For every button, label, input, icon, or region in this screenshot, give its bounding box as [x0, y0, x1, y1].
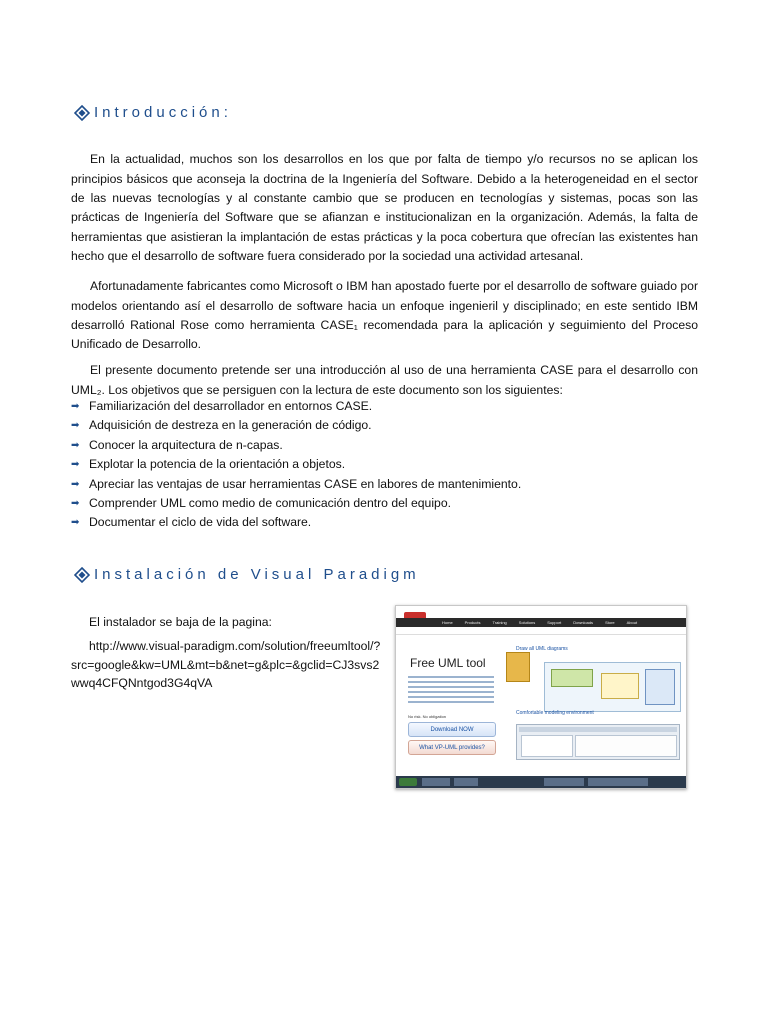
list-item	[71, 416, 698, 435]
arrow-bullet-icon: ➡	[71, 478, 80, 490]
diamond-bullet-icon	[74, 567, 90, 583]
start-button-icon	[399, 778, 417, 786]
list-item-text: Comprender UML como medio de comunicación dentro del equipo.	[89, 496, 451, 511]
site-no-cost-text: No risk. No obligation	[408, 714, 447, 719]
objectives-list	[71, 397, 698, 533]
arrow-bullet-icon: ➡	[71, 439, 80, 451]
list-item	[71, 455, 698, 474]
site-download-button	[408, 722, 496, 737]
site-nav-item: Solutions	[518, 620, 536, 625]
list-item-text: Familiarización del desarrollador en entornos CASE.	[89, 399, 373, 413]
section-heading-instalacion	[74, 566, 420, 583]
paragraph: En la actualidad, muchos son los desarrollos en los que por falta de tiempo y/o recursos no se aplican los principios básicos que aconseja la doctrina de la Ingeniería del Software. Debido a la heterogeneidad en el sector de las nuevas tecnologías y al constante cambio que se producen en tecnologías y sistemas, pocas son las prácticas de Ingeniería del Software que se afianzan e institucionalizan en la organización. Además, la falta de herramientas que asistieran la implantación de estas prácticas y la poca cobertura que ofrecían las existentes han hecho que el desarrollo de software fuera considerado por la sociedad una actividad artesanal.	[71, 152, 698, 264]
arrow-bullet-icon: ➡	[71, 401, 80, 412]
what-button-label: What VP-UML provides?	[419, 744, 485, 751]
list-item	[71, 436, 698, 455]
list-item-text: Apreciar las ventajas de usar herramientas CASE en labores de mantenimiento.	[89, 476, 522, 491]
list-item	[71, 494, 698, 513]
diamond-bullet-icon	[74, 105, 90, 121]
list-item-text: Explotar la potencia de la orientación a objetos.	[89, 457, 346, 472]
arrow-bullet-icon: ➡	[71, 498, 80, 510]
installer-label: El instalador se baja de la pagina:	[89, 615, 272, 629]
list-item-text: Documentar el ciclo de vida del software.	[89, 515, 312, 530]
uml-diagram-preview	[544, 662, 681, 712]
site-heading: Free UML tool	[410, 656, 486, 670]
site-nav-item: Support	[547, 620, 562, 625]
list-item	[71, 513, 698, 532]
site-nav-item: About	[626, 620, 638, 625]
paragraph: Afortunadamente fabricantes como Microsoft o IBM han apostado fuerte por el desarrollo de software guiado por modelos orientando así el desarrollo de software hacia un enfoque ingenieril y disciplinado; en este sentido IBM desarrolló Rational Rose como herramienta CASE₁ recomendada para la aplicación y seguimiento del Proceso Unificado de Desarrollo.	[71, 279, 698, 352]
site-intro-text	[408, 676, 494, 706]
list-item-text: Adquisición de destreza en la generación de código.	[89, 418, 372, 433]
list-item-text: Conocer la arquitectura de n-capas.	[89, 437, 283, 452]
site-what-provides-button	[408, 740, 496, 755]
download-button-label: Download NOW	[430, 726, 474, 733]
section-heading-text: Introducción:	[94, 104, 232, 121]
site-nav-item: Home	[442, 620, 453, 625]
installer-url-link[interactable]: http://www.visual-paradigm.com/solution/freeumltool/?src=google&kw=UML&mt=b&net=g&plc=&gclid=CJ3svs2wwq4CFQNntgod3G4qVA	[71, 639, 381, 690]
site-nav	[396, 618, 687, 627]
product-box-icon	[506, 652, 530, 682]
list-item	[71, 397, 698, 416]
list-item	[71, 475, 698, 494]
site-draw-heading: Draw all UML diagrams	[516, 646, 568, 652]
section-heading-introduccion	[74, 104, 232, 121]
ide-preview	[516, 724, 680, 760]
site-nav-item: Training	[492, 620, 507, 625]
visual-paradigm-website-screenshot	[395, 605, 687, 789]
arrow-bullet-icon: ➡	[71, 420, 80, 432]
site-comfortable-heading: Comfortable modeling environment	[516, 710, 594, 716]
arrow-bullet-icon: ➡	[71, 459, 80, 471]
site-nav-item: Store	[605, 620, 615, 625]
windows-taskbar	[396, 776, 686, 788]
site-header	[396, 606, 686, 635]
arrow-bullet-icon: ➡	[71, 517, 80, 529]
site-nav-item: Products	[464, 620, 481, 625]
paragraph: El presente documento pretende ser una introducción al uso de una herramienta CASE para el desarrollo con UML₂. Los objetivos que se persiguen con la lectura de este documento son los siguientes:	[71, 363, 698, 397]
site-nav-item: Downloads	[573, 620, 594, 625]
section-heading-text: Instalación de Visual Paradigm	[94, 566, 420, 583]
